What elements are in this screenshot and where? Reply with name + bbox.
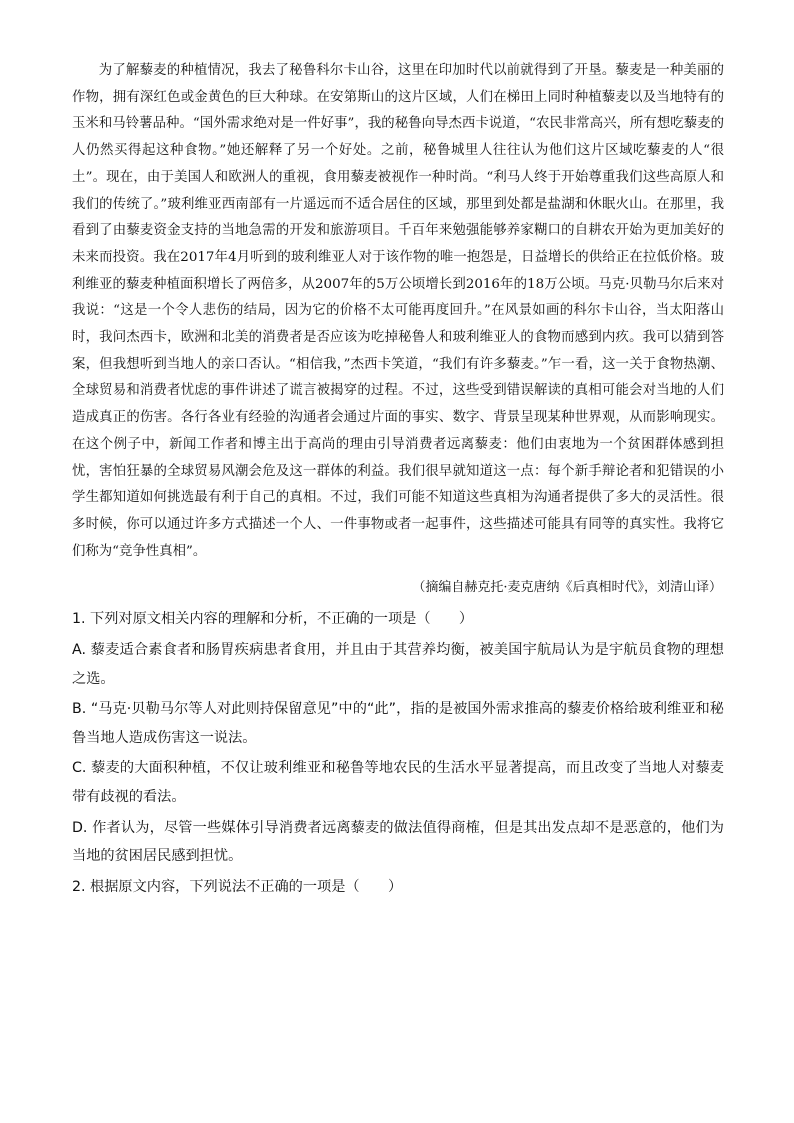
document-page xyxy=(72,58,724,903)
option-b: B. “马克·贝勒马尔等人对此则持保留意见”中的“此”，指的是被国外需求推高的藜麦价格给玻利维亚和秘鲁当地人造成伤害这一说法。 xyxy=(72,701,724,746)
passage-paragraph: 为了解藜麦的种植情况，我去了秘鲁科尔卡山谷，这里在印加时代以前就得到了开垦。藜麦是一种美丽的作物，拥有深红色或金黄色的巨大种球。在安第斯山的这片区域，人们在梯田上同时种植藜麦以及当地特有的玉米和马铃薯品种。“国外需求绝对是一件好事”，我的秘鲁向导杰西卡说道，“农民非常高兴，所有想吃藜麦的人仍然买得起这种食物。”她还解释了另一个好处。之前，秘鲁城里人往往认为他们这片区域吃藜麦的人“很土”。现在，由于美国人和欧洲人的重视，食用藜麦被视作一种时尚。“利马人终于开始尊重我们这些高原人和我们的传统了。”玻利维亚西南部有一片遥远而不适合居住的区域，那里到处都是盐湖和休眠火山。在那里，我看到了由藜麦资金支持的当地急需的开发和旅游项目。千百年来勉强能够养家糊口的自耕农开始为更加美好的未来而投资。我在2017年4月听到的玻利维亚人对于该作物的唯一抱怨是，日益增长的供给正在拉低价格。玻利维亚的藜麦种植面积增长了两倍多，从2007年的5万公顷增长到2016年的18万公顷。马克·贝勒马尔后来对我说：“这是一个令人悲伤的结局，因为它的价格不太可能再度回升。”在风景如画的科尔卡山谷，当太阳落山时，我问杰西卡，欧洲和北美的消费者是否应该为吃掉秘鲁人和玻利维亚人的食物而感到内疚。我可以猜到答案，但我想听到当地人的亲口否认。“相信我，”杰西卡笑道，“我们有许多藜麦。”乍一看，这一关于食物热潮、全球贸易和消费者忧虑的事件讲述了谎言被揭穿的过程。不过，这些受到错误解读的真相可能会对当地的人们造成真正的伤害。各行各业有经验的沟通者会通过片面的事实、数字、背景呈现某种世界观，从而影响现实。在这个例子中，新闻工作者和博主出于高尚的理由引导消费者远离藜麦：他们由衷地为一个贫困群体感到担忧，害怕狂暴的全球贸易风潮会危及这一群体的利益。我们很早就知道这一点：每个新手辩论者和犯错误的小学生都知道如何挑选最有利于自己的真相。不过，我们可能不知道这些真相为沟通者提供了多大的灵活性。很多时候，你可以通过许多方式描述一个人、一件事物或者一起事件，这些描述可能具有同等的真实性。我将它们称为“竞争性真相”。 xyxy=(72,63,724,559)
option-a: A. 藜麦适合素食者和肠胃疾病患者食用，并且由于其营养均衡，被美国宇航局认为是宇航员食物的理想之选。 xyxy=(72,641,724,687)
passage-source: （摘编自赫克托·麦克唐纳《后真相时代》，刘清山译） xyxy=(412,580,722,596)
question-2 xyxy=(72,873,724,902)
option-d: D. 作者认为，尽管一些媒体引导消费者远离藜麦的做法值得商榷，但是其出发点却不是恶意的，他们为当地的贫困居民感到担忧。 xyxy=(72,819,724,865)
option-c: C. 藜麦的大面积种植，不仅让玻利维亚和秘鲁等地农民的生活水平显著提高，而且改变了当地人对藜麦带有歧视的看法。 xyxy=(72,760,724,805)
question-stem: 1. 下列对原文相关内容的理解和分析，不正确的一项是（ ） xyxy=(72,611,474,628)
question-list xyxy=(72,605,724,901)
question-1 xyxy=(72,605,724,870)
question-stem: 2. 根据原文内容，下列说法不正确的一项是（ ） xyxy=(72,878,403,895)
